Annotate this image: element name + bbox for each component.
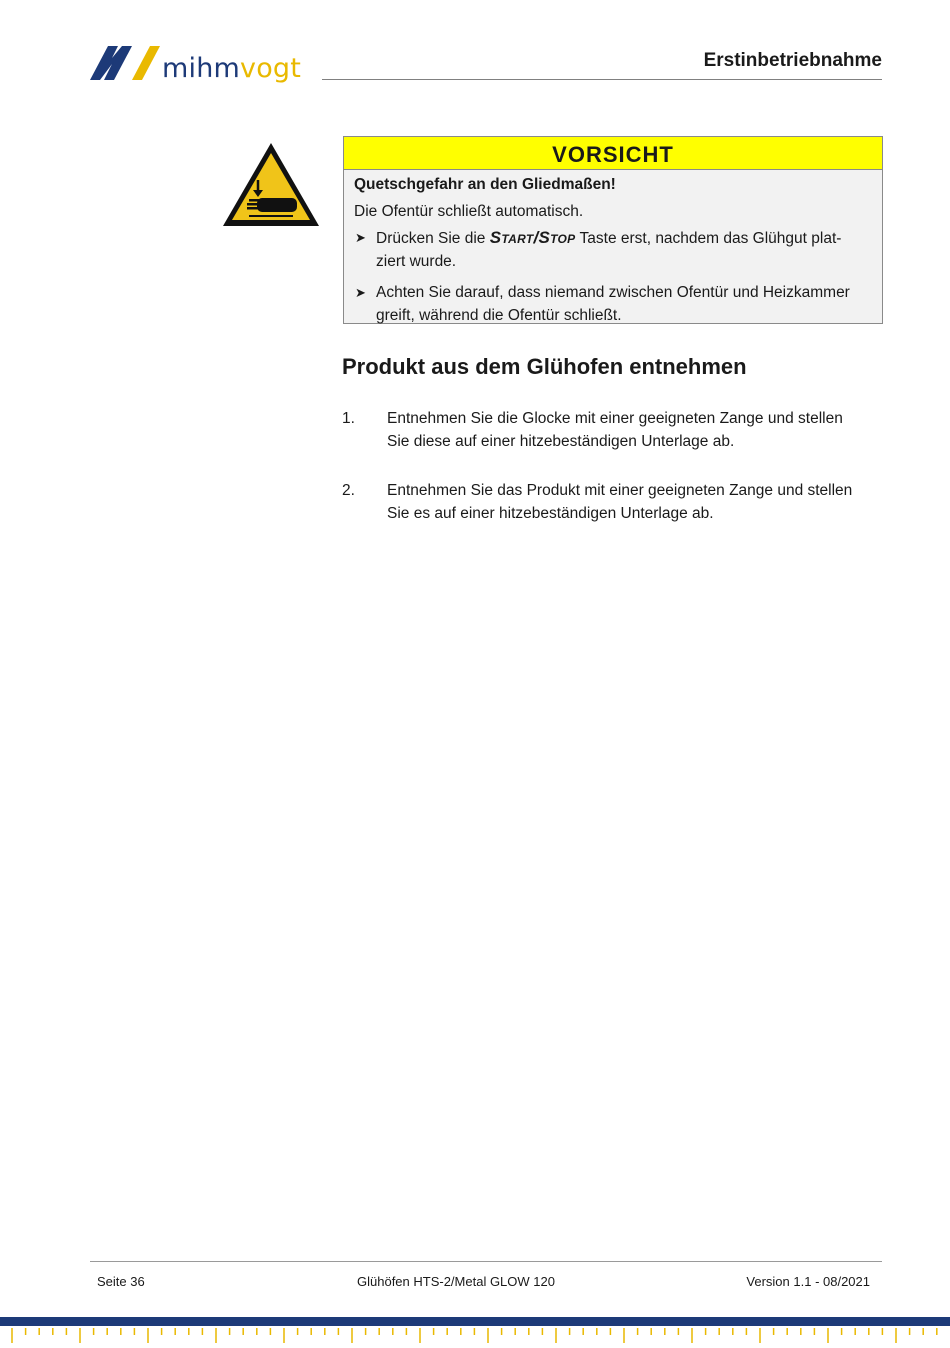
logo-mark-icon — [88, 42, 168, 84]
ruler-decoration — [0, 1317, 950, 1343]
list-text: Sie diese auf einer hitzebeständigen Unterlage ab. — [387, 433, 735, 450]
instruction-list — [342, 407, 882, 551]
arrow-right-icon: ➤ — [355, 230, 366, 245]
list-text: Entnehmen Sie die Glocke mit einer geeigneten Zange und stellen — [387, 410, 843, 427]
list-number: 2. — [342, 482, 355, 499]
hazard-description: Quetschgefahr an den Gliedmaßen! — [354, 176, 616, 193]
footer-rule — [90, 1261, 882, 1262]
arrow-right-icon: ➤ — [355, 285, 366, 300]
caution-notice — [343, 136, 883, 324]
section-title: Erstinbetriebnahme — [703, 50, 882, 71]
brand-part2: vogt — [240, 53, 302, 84]
signal-word: VORSICHT — [344, 137, 882, 170]
list-text: Entnehmen Sie das Produkt mit einer geeigneten Zange und stellen — [387, 482, 853, 499]
list-text: Sie es auf einer hitzebeständigen Unterlage ab. — [387, 505, 714, 522]
header-rule — [322, 79, 882, 80]
step-text: Taste erst, nachdem das Glühgut plat- — [575, 230, 842, 247]
list-item — [342, 479, 882, 525]
document-title: Glühöfen HTS-2/Metal GLOW 120 — [357, 1274, 555, 1289]
safety-step — [354, 227, 872, 273]
step-text: greift, während die Ofentür schließt. — [376, 306, 622, 324]
start-stop-key-name: Start/Stop — [489, 228, 576, 247]
list-item — [342, 407, 882, 453]
brand-wordmark — [162, 54, 301, 84]
document-version: Version 1.1 - 08/2021 — [746, 1274, 870, 1289]
step-text: Achten Sie darauf, dass niemand zwischen Ofentür und Heizkammer — [376, 284, 850, 301]
list-number: 1. — [342, 410, 355, 427]
section-heading: Produkt aus dem Glühofen entnehmen — [342, 354, 747, 379]
step-text: ziert wurde. — [376, 252, 457, 270]
hazard-consequence: Die Ofentür schließt automatisch. — [354, 202, 584, 220]
brand-part1: mihm — [162, 53, 241, 84]
page-number: Seite 36 — [97, 1274, 145, 1289]
company-logo — [88, 42, 328, 88]
step-text: Drücken Sie die — [376, 230, 490, 247]
safety-step — [354, 282, 872, 327]
crush-hazard-warning-icon — [221, 140, 321, 230]
